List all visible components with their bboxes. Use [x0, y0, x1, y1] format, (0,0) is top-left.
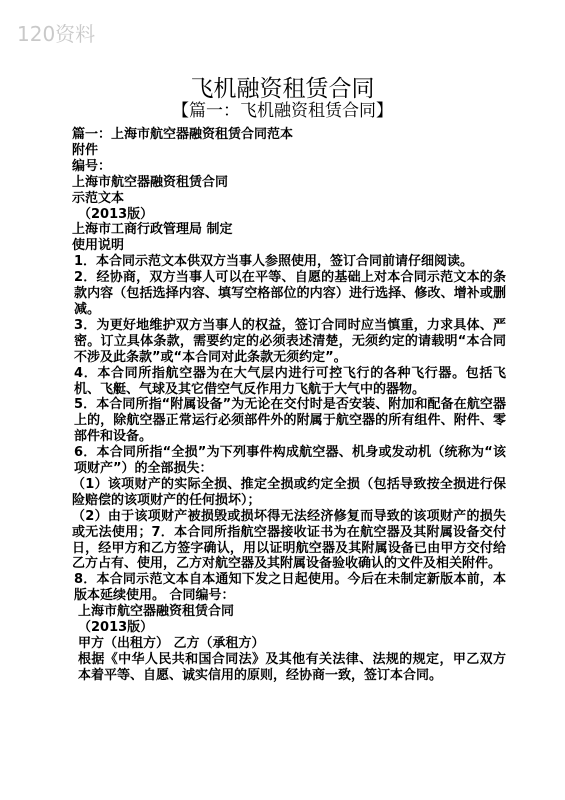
attachment-label: 附件 [72, 142, 99, 158]
instruction-item-3: 3．为更好地维护双方当事人的权益，签订合同时应当慎重，力求具体、严密。订立具体条款，需要约定的必须表述清楚，无须约定的请载明“本合同不涉及此条款”或“本合同对此条款无须约定”。 [74, 317, 506, 365]
contract-parties: 甲方（出租方） 乙方（承租方） [78, 636, 265, 651]
document-subtitle: 【篇一：飞机融资租赁合同】 [172, 101, 393, 121]
contract-preamble: 根据《中华人民共和国合同法》及其他有关法律、法规的规定，甲乙双方本着平等、自愿、诚实信用的原则，经协商一致，签订本合同。 [78, 651, 506, 683]
instruction-item-8: 8．本合同示范文本自本通知下发之日起使用。今后在未制定新版本前，本版本延续使用。 合同编号： [74, 572, 506, 604]
document-body [72, 127, 506, 684]
instructions-heading: 使用说明 [72, 238, 125, 254]
instruction-item-5: 5．本合同所指“附属设备”为无论在交付时是否安装、附加和配备在航空器上的，除航空器正常运行必须部件外的附属于航空器的所有组件、附件、零部件和设备。 [74, 397, 506, 445]
instruction-item-6: 6．本合同所指“全损”为下列事件构成航空器、机身或发动机（统称为“该项财产”）的全部损失： [74, 445, 506, 477]
instruction-item-6-1: （1）该项财产的实际全损、推定全损或约定全损（包括导致按全损进行保险赔偿的该项财产的任何损坏）； [72, 476, 506, 508]
issuer-label: 上海市工商行政管理局 制定 [72, 222, 233, 238]
section-heading: 篇一：上海市航空器融资租赁合同范本 [72, 127, 294, 142]
contract-edition: （2013版） [78, 620, 154, 636]
number-label: 编号： [72, 158, 112, 174]
instruction-item-4: 4．本合同所指航空器为在大气层内进行可控飞行的各种飞行器。包括飞机、飞艇、气球及其它借空气反作用力飞航于大气中的器物。 [74, 365, 506, 397]
contract-name: 上海市航空器融资租赁合同 [72, 174, 229, 190]
template-label: 示范文本 [72, 190, 125, 206]
edition-label: （2013版） [78, 206, 154, 222]
instruction-item-2: 2．经协商，双方当事人可以在平等、自愿的基础上对本合同示范文本的条款内容（包括选择内容、填写空格部位的内容）进行选择、修改、增补或删减。 [74, 270, 506, 317]
document-title: 飞机融资租赁合同 [190, 76, 375, 102]
instruction-item-1: 1．本合同示范文本供双方当事人参照使用，签订合同前请仔细阅读。 [74, 254, 474, 270]
instruction-item-6-2-and-7: （2）由于该项财产被损毁或损坏得无法经济修复而导致的该项财产的损失或无法使用；7．本合同所指航空器接收证书为在航空器及其附属设备交付日，经甲方和乙方签字确认，用以证明航空器及其附属设备已由甲方交付给乙方占有、使用，乙方对航空器及其附属设备验收确认的文件及相关附件。 [72, 508, 506, 572]
watermark-logo: 120资料 [17, 22, 96, 46]
contract-title: 上海市航空器融资租赁合同 [78, 604, 235, 620]
